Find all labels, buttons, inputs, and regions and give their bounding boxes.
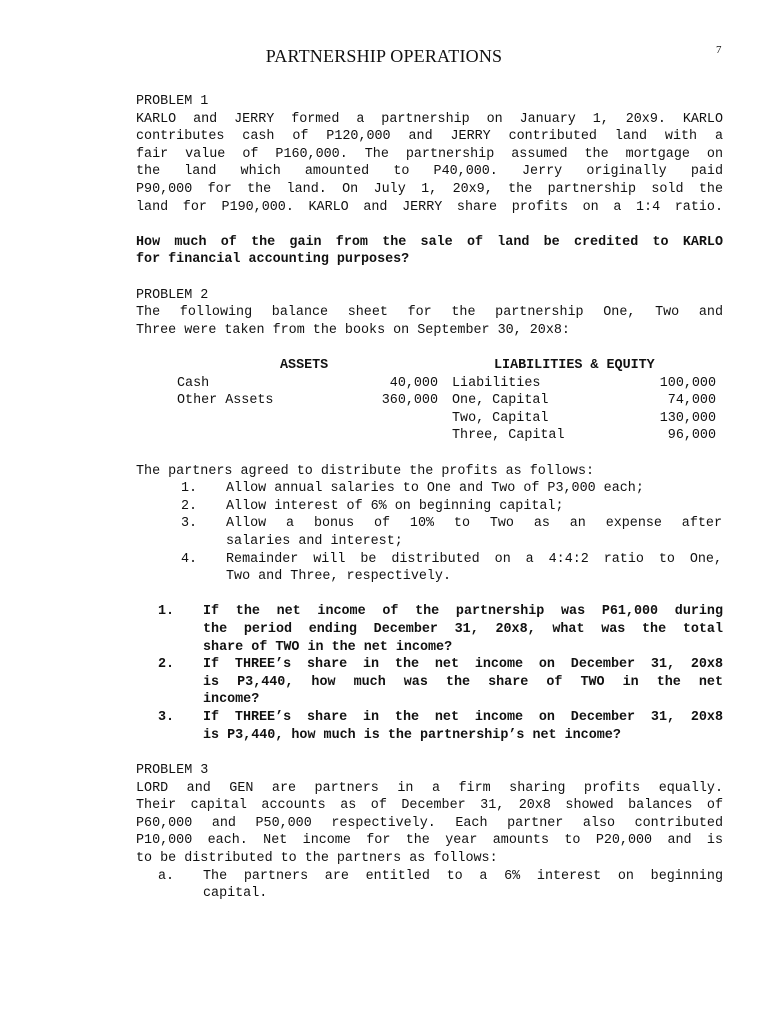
text-line: fair value of P160,000. The partnership assumed the mortgage on [136,146,723,162]
liability-label: Liabilities [452,375,541,391]
question-item [203,709,723,744]
list-item [226,480,722,498]
text-line: How much of the gain from the sale of land be credited to KARLO [136,234,723,250]
liability-amount: 74,000 [667,393,716,409]
liability-amount: 100,000 [659,375,716,391]
page-title: PARTNERSHIP OPERATIONS [265,46,503,66]
list-item [226,515,722,550]
text-line: Remainder will be distributed on a 4:4:2 ratio to One, [226,551,722,567]
asset-label: Other Assets [177,393,274,409]
text-line: KARLO and JERRY formed a partnership on January 1, 20x9. KARLO [136,111,723,127]
list-number: 1. [181,481,198,497]
text-line: If THREE’s share in the net income on December 31, 20x8 [203,657,723,673]
text-line: If the net income of the partnership was P61,000 during [203,604,723,620]
problem-1-body [136,111,723,217]
text-line: income? [203,692,260,708]
text-line: the land which amounted to P40,000. Jerry originally paid [136,164,723,180]
list-number: 2. [181,498,198,514]
text-line: salaries and interest; [226,533,403,549]
text-line: The following balance sheet for the partnership One, Two and [136,305,723,321]
asset-amount: 40,000 [389,375,438,391]
question-item [203,656,723,709]
problem-3-heading: PROBLEM 3 [136,763,209,778]
text-line: Two and Three, respectively. [226,569,451,585]
list-item [226,551,722,586]
question-number: 1. [158,604,175,620]
problem-1-question [136,234,723,269]
question-item [203,603,723,656]
list-item [203,868,723,903]
liability-label: One, Capital [452,393,549,409]
list-number: a. [158,868,175,884]
text-line: The partners are entitled to a 6% interest on beginning [203,868,723,884]
agreement-intro: The partners agreed to distribute the profits as follows: [136,463,595,479]
text-line: Allow annual salaries to One and Two of P3,000 each; [226,481,644,497]
liability-amount: 96,000 [667,428,716,444]
text-line: Allow interest of 6% on beginning capital; [226,498,564,514]
question-number: 3. [158,710,175,725]
text-line: contributes cash of P120,000 and JERRY contributed land with a [136,129,723,145]
liability-amount: 130,000 [659,410,716,426]
problem-3-body [136,780,723,868]
asset-label: Cash [177,375,210,391]
text-line: P60,000 and P50,000 respectively. Each partner also contributed [136,815,723,831]
question-number: 2. [158,657,175,673]
text-line: P10,000 each. Net income for the year amounts to P20,000 and is [136,833,723,849]
asset-amount: 360,000 [381,393,438,409]
text-line: the period ending December 31, 20x8, what was the total [203,621,723,637]
text-line: capital. [203,886,268,902]
text-line: is P3,440, how much was the share of TWO in the net [203,674,723,690]
text-line: for financial accounting purposes? [136,252,410,268]
assets-header: ASSETS [280,358,329,373]
text-line: P90,000 for the land. On July 1, 20x9, the partnership sold the [136,181,723,197]
text-line: to be distributed to the partners as follows: [136,850,498,866]
liability-label: Two, Capital [452,410,549,426]
problem-2-intro [136,304,723,339]
text-line: Allow a bonus of 10% to Two as an expense after [226,516,722,532]
liability-label: Three, Capital [452,428,565,444]
page-number: 7 [716,44,722,56]
list-item [226,498,722,516]
text-line: share of TWO in the net income? [203,639,453,655]
text-line: Their capital accounts as of December 31, 20x8 showed balances of [136,798,723,814]
text-line: land for P190,000. KARLO and JERRY share profits on a 1:4 ratio. [136,199,723,215]
list-number: 4. [181,551,198,567]
liabilities-header: LIABILITIES & EQUITY [494,358,655,373]
text-line: If THREE’s share in the net income on December 31, 20x8 [203,710,723,725]
problem-2-heading: PROBLEM 2 [136,287,209,303]
problem-1-heading: PROBLEM 1 [136,94,209,109]
list-number: 3. [181,516,198,532]
text-line: LORD and GEN are partners in a firm sharing profits equally. [136,780,723,796]
text-line: is P3,440, how much is the partnership’s net income? [203,727,621,743]
text-line: Three were taken from the books on September 30, 20x8: [136,322,570,338]
